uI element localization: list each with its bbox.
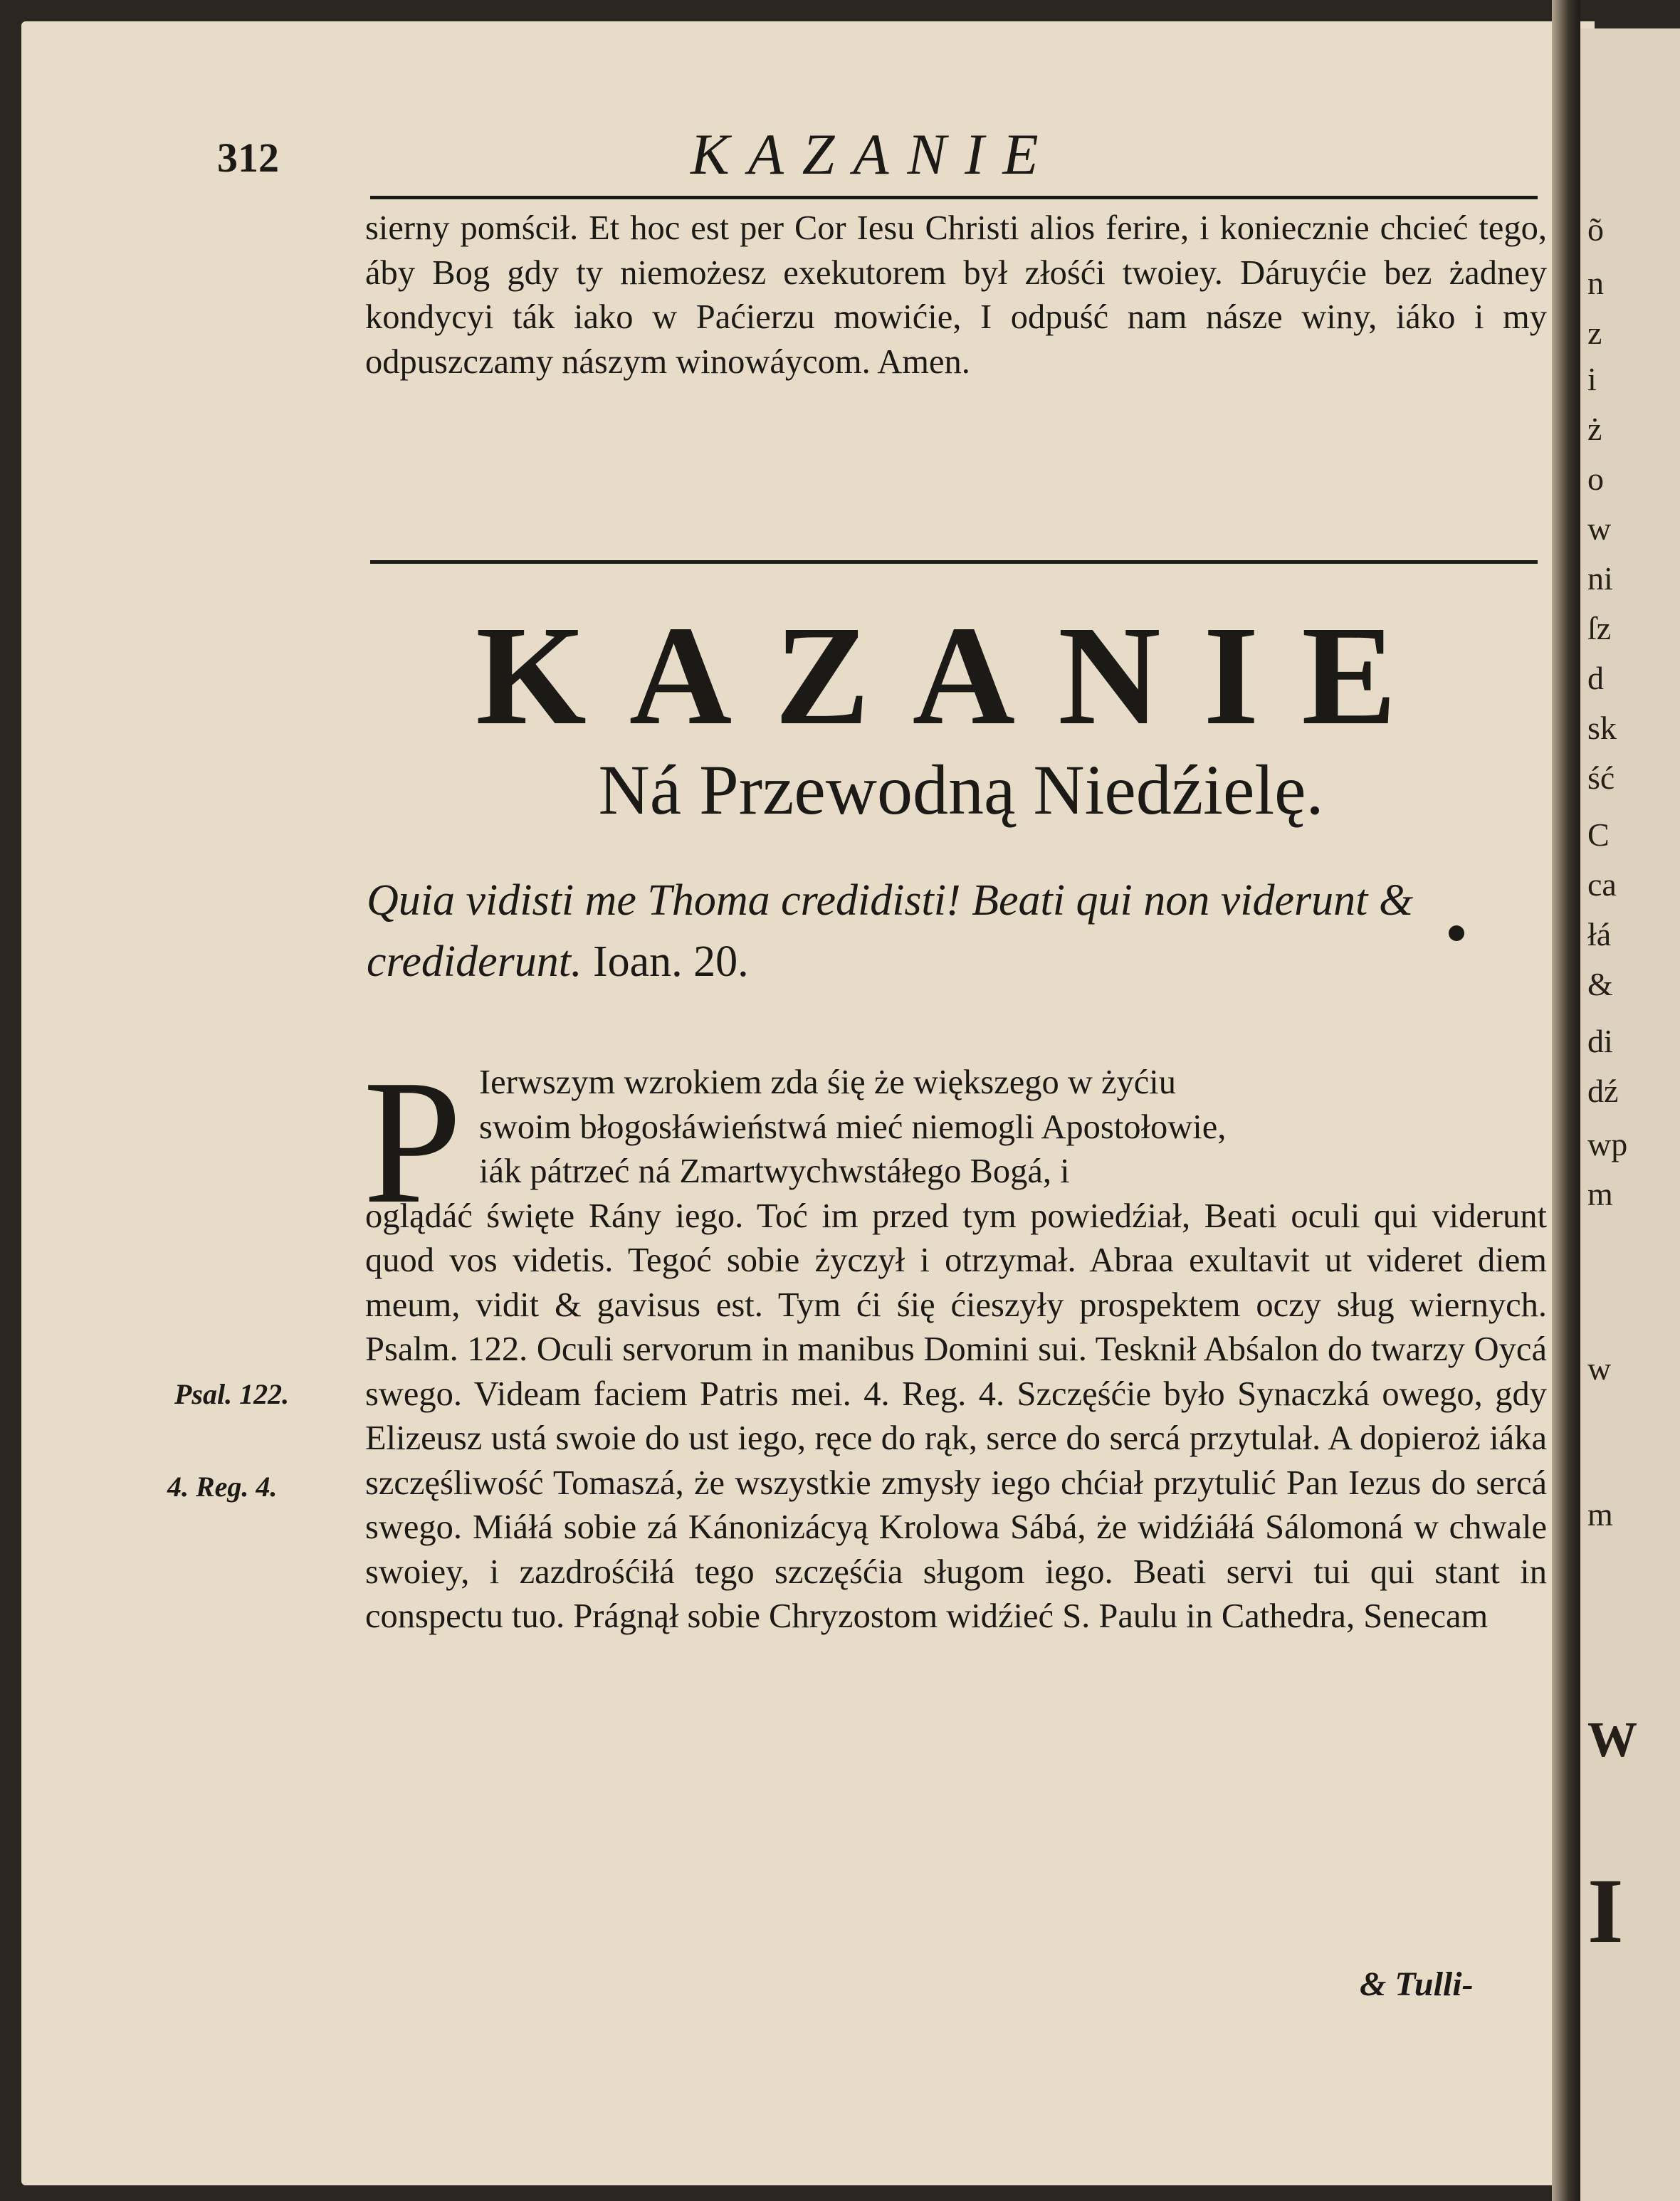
- body-line-2: swoim błogosłáwieństwá mieć niemogli Apostołowie,: [479, 1108, 1227, 1146]
- epigraph: [367, 870, 1541, 992]
- next-page-fragment: wp: [1587, 1126, 1628, 1162]
- body-line-1: Ierwszym wzrokiem zda śię że większego w żyćiu: [479, 1063, 1177, 1101]
- next-page-edge: [1580, 28, 1680, 2201]
- sermon-title: KAZANIE: [476, 597, 1439, 755]
- running-head: KAZANIE: [691, 122, 1057, 187]
- book-page: [21, 21, 1595, 2185]
- next-page-fragment: ni: [1587, 560, 1613, 597]
- continuation-text: sierny pomścił. Et hoc est per Cor Iesu Christi alios ferire, i koniecznie chcieć tego, áby Bog gdy ty niemożesz exekutorem był złośći twoiey. Dáruyćie bez żadney kondycyi ták iako w Paćierzu mowićie, I odpuść nam násze winy, iáko i my odpuszczamy nászym winowáycom. Amen.: [365, 209, 1547, 381]
- body-text-rest: oglądáć święte Rány iego. Toć im przed tym powiedźiał, Beati oculi qui viderunt quod vos videtis. Tegoć sobie życzył i otrzymał. Abraa exultavit ut videret diem meum, vidit & gavisus est. Tym ći śię ćieszyły prospektem oczy sług wiernych. Psalm. 122. Oculi servorum in manibus Domini sui. Tesknił Abśalon do twarzy Oycá swego. Videam faciem Patris mei. 4. Reg. 4. Szczęśćie było Synaczká owego, gdy Elizeusz ustá swoie do ust iego, ręce do rąk, serce do sercá przytulał. A dopieroż iáka szczęśliwość Tomaszá, że wszystkie zmysły iego chćiał przytulić Pan Iezus do sercá swego. Miáłá sobie zá Kánonizácyą Krolowa Sábá, że widźiáłá Sálomoná w chwale swoiey, i zazdrośćiłá tego szczęśćia sługom iego. Beati servi tui qui stant in conspectu tuo. Prágnął sobie Chryzostom widźieć S. Paulu in Cathedra, Senecam: [365, 1197, 1547, 1635]
- catchword: & Tulli-: [1360, 1965, 1474, 2003]
- drop-cap-lines: [365, 1061, 1547, 1194]
- next-page-fragment: ść: [1587, 760, 1615, 796]
- next-page-fragment: õ: [1587, 211, 1604, 248]
- margin-note-reg: 4. Reg. 4.: [167, 1471, 278, 1503]
- next-page-fragment: dź: [1587, 1073, 1619, 1109]
- next-page-fragment: m: [1587, 1496, 1613, 1533]
- next-page-fragment: w: [1587, 510, 1612, 547]
- drop-cap: P: [363, 1044, 463, 1241]
- epigraph-reference: Ioan. 20.: [592, 937, 749, 986]
- ornament-dot: [1449, 925, 1464, 941]
- sermon-subtitle: Ná Przewodną Niedźielę.: [598, 750, 1324, 829]
- next-page-fragment: o: [1587, 461, 1604, 497]
- next-page-fragment: sk: [1587, 710, 1617, 746]
- next-page-fragment: d: [1587, 660, 1604, 696]
- next-page-fragment: m: [1587, 1176, 1613, 1212]
- section-rule: [370, 560, 1538, 564]
- header-rule: [370, 196, 1538, 199]
- sermon-body: [363, 1044, 1547, 1639]
- next-page-fragment: łá: [1587, 916, 1612, 952]
- next-page-fragment: i: [1587, 361, 1597, 397]
- next-page-fragment: di: [1587, 1023, 1613, 1059]
- next-page-fragment: &: [1587, 966, 1613, 1002]
- next-page-fragment: ca: [1587, 866, 1617, 903]
- next-page-fragment: z: [1587, 315, 1602, 351]
- epigraph-text: Quia vidisti me Thoma credidisti! Beati qui non viderunt & crediderunt.: [367, 876, 1414, 986]
- next-page-fragment: ż: [1587, 411, 1602, 447]
- margin-note-psalm: Psal. 122.: [174, 1378, 290, 1410]
- page-number: 312: [217, 135, 279, 181]
- next-page-fragment: ſz: [1587, 610, 1612, 646]
- body-line-3: iák pátrzeć ná Zmartwychwstáłego Bogá, i: [479, 1152, 1070, 1190]
- next-page-fragment: W: [1587, 1713, 1637, 1767]
- next-page-fragment: n: [1587, 265, 1604, 301]
- next-page-fragment: C: [1587, 816, 1610, 853]
- next-page-fragment: w: [1587, 1350, 1612, 1387]
- book-gutter: [1552, 0, 1580, 2201]
- next-page-fragment: I: [1587, 1860, 1624, 1963]
